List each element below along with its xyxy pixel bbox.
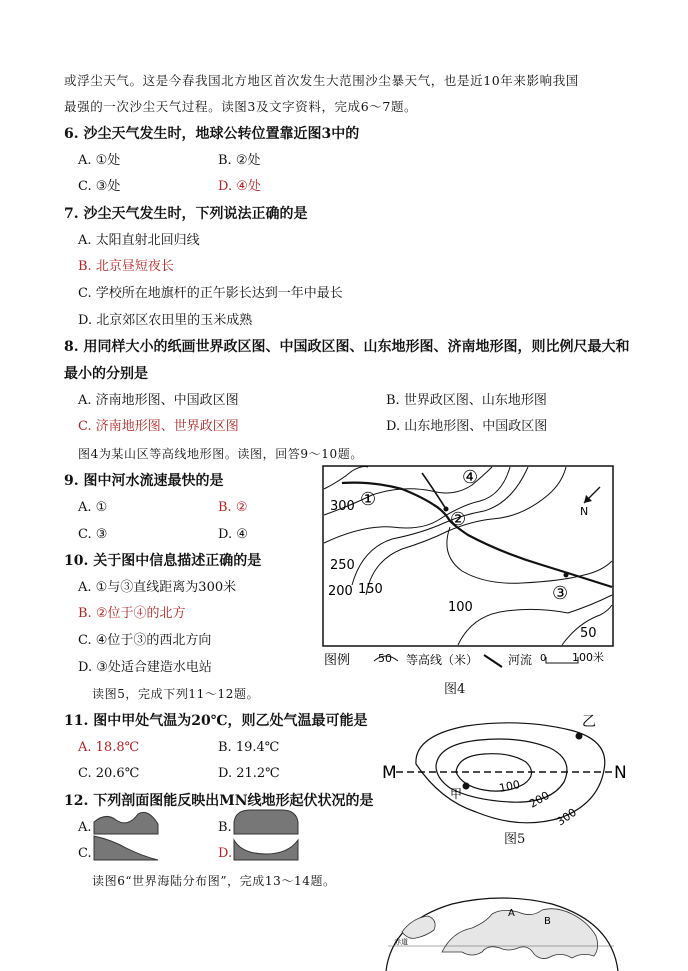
figure-5-contour-map bbox=[380, 712, 636, 834]
label-n: N bbox=[614, 763, 627, 783]
q8-option-a[interactable]: A. 济南地形图、中国政区图 bbox=[78, 393, 239, 408]
profile-option-d-image[interactable] bbox=[232, 832, 302, 862]
contour-label-300: 300 bbox=[330, 499, 355, 514]
q11-option-b[interactable]: B. 19.4℃ bbox=[218, 740, 280, 755]
q7-option-d[interactable]: D. 北京郊区农田里的玉米成熟 bbox=[78, 313, 253, 328]
q12-option-b[interactable]: B. bbox=[218, 820, 232, 835]
q7-option-c[interactable]: C. 学校所在地旗杆的正午影长达到一年中最长 bbox=[78, 286, 343, 301]
profile-option-c-image[interactable] bbox=[92, 832, 162, 862]
label-m: M bbox=[382, 763, 397, 783]
question-11-stem: 11. 图中甲处气温为20℃，则乙处气温最可能是 bbox=[64, 713, 368, 729]
legend-contour-value: 50 bbox=[378, 652, 392, 665]
q9-option-c[interactable]: C. ③ bbox=[78, 527, 108, 542]
q6-option-c[interactable]: C. ③处 bbox=[78, 179, 121, 194]
q9-option-b[interactable]: B. ② bbox=[218, 500, 248, 515]
north-label: N bbox=[580, 505, 589, 518]
legend-river-text: 河流 bbox=[508, 653, 533, 667]
q7-option-b[interactable]: B. 北京昼短夜长 bbox=[78, 259, 174, 274]
q11-option-a[interactable]: A. 18.8℃ bbox=[78, 740, 140, 755]
q10-option-c[interactable]: C. ④位于③的西北方向 bbox=[78, 633, 212, 648]
q10-option-d[interactable]: D. ③处适合建造水电站 bbox=[78, 660, 212, 675]
continent-eurasia-africa bbox=[442, 909, 598, 959]
figure-4-caption: 图4 bbox=[444, 682, 466, 697]
legend-title: 图例 bbox=[324, 653, 351, 668]
figure-5-caption: 图5 bbox=[504, 832, 526, 847]
q6-option-d[interactable]: D. ④处 bbox=[218, 179, 261, 194]
q9-option-d[interactable]: D. ④ bbox=[218, 527, 248, 542]
figure-5-intro: 读图5，完成下列11～12题。 bbox=[92, 687, 260, 701]
question-10-stem: 10. 关于图中信息描述正确的是 bbox=[64, 553, 262, 569]
figure-6-intro: 读图6“世界海陆分布图”，完成13～14题。 bbox=[92, 874, 336, 888]
question-9-stem: 9. 图中河水流速最快的是 bbox=[64, 473, 224, 489]
contour-label-100: 100 bbox=[497, 777, 522, 795]
contour-label-200: 200 bbox=[328, 584, 353, 599]
contour-label-200: 200 bbox=[527, 788, 552, 811]
figure-4-intro: 图4为某山区等高线地形图。读图，回答9～10题。 bbox=[78, 447, 363, 461]
q8-option-b[interactable]: B. 世界政区图、山东地形图 bbox=[386, 393, 547, 408]
q8-option-c[interactable]: C. 济南地形图、世界政区图 bbox=[78, 419, 239, 434]
label-jia: 甲 bbox=[450, 787, 463, 801]
q11-option-c[interactable]: C. 20.6℃ bbox=[78, 766, 140, 781]
point-3-label: ③ bbox=[552, 583, 569, 604]
continent-north-america bbox=[402, 916, 435, 938]
contour-label-50: 50 bbox=[580, 626, 597, 641]
q8-option-d[interactable]: D. 山东地形图、中国政区图 bbox=[386, 419, 548, 434]
intro-line-2: 最强的一次沙尘天气过程。读图3及文字资料，完成6～7题。 bbox=[64, 99, 418, 114]
label-b: B bbox=[544, 916, 551, 927]
point-2-marker bbox=[444, 507, 449, 512]
scale-zero-label: 0 bbox=[540, 653, 547, 664]
point-yi-marker bbox=[576, 733, 583, 740]
legend-contour-text: 等高线（米） bbox=[406, 653, 479, 667]
contour-label-150: 150 bbox=[358, 582, 383, 597]
question-6-stem: 6. 沙尘天气发生时，地球公转位置靠近图3中的 bbox=[64, 126, 360, 142]
point-4-label: ④ bbox=[462, 467, 479, 488]
contour-label-300: 300 bbox=[554, 805, 579, 829]
label-a: A bbox=[508, 908, 515, 919]
intro-line-1: 或浮尘天气。这是今春我国北方地区首次发生大范围沙尘暴天气，也是近10年来影响我国 bbox=[64, 73, 579, 88]
q9-option-a[interactable]: A. ① bbox=[78, 500, 108, 515]
point-3-marker bbox=[564, 573, 569, 578]
scale-value-label: 100米 bbox=[572, 651, 604, 664]
question-7-stem: 7. 沙尘天气发生时，下列说法正确的是 bbox=[64, 206, 308, 222]
q10-option-b[interactable]: B. ②位于④的北方 bbox=[78, 606, 186, 621]
label-yi: 乙 bbox=[582, 714, 596, 730]
q6-option-a[interactable]: A. ①处 bbox=[78, 153, 121, 168]
label-equator: 赤道 bbox=[394, 938, 408, 946]
figure-6-world-map bbox=[382, 892, 622, 971]
q7-option-a[interactable]: A. 太阳直射北回归线 bbox=[78, 233, 200, 248]
q12-option-d[interactable]: D. bbox=[218, 846, 233, 861]
point-1-label: ① bbox=[360, 489, 377, 510]
q12-option-c[interactable]: C. bbox=[78, 846, 92, 861]
point-2-label: ② bbox=[450, 509, 467, 530]
contour-label-250: 250 bbox=[330, 558, 355, 573]
contour-label-100: 100 bbox=[448, 600, 473, 615]
figure-4-contour-map bbox=[322, 465, 614, 670]
q11-option-d[interactable]: D. 21.2℃ bbox=[218, 766, 280, 781]
point-jia-marker bbox=[463, 783, 470, 790]
legend-river-icon bbox=[484, 655, 502, 667]
question-8-stem-line-1: 8. 用同样大小的纸画世界政区图、中国政区图、山东地形图、济南地形图，则比例尺最大和 bbox=[64, 339, 630, 355]
q12-option-a[interactable]: A. bbox=[78, 820, 92, 835]
q10-option-a[interactable]: A. ①与③直线距离为300米 bbox=[78, 580, 237, 595]
question-8-stem-line-2: 最小的分别是 bbox=[64, 366, 148, 382]
q6-option-b[interactable]: B. ②处 bbox=[218, 153, 261, 168]
question-12-stem: 12. 下列剖面图能反映出MN线地形起伏状况的是 bbox=[64, 793, 374, 809]
